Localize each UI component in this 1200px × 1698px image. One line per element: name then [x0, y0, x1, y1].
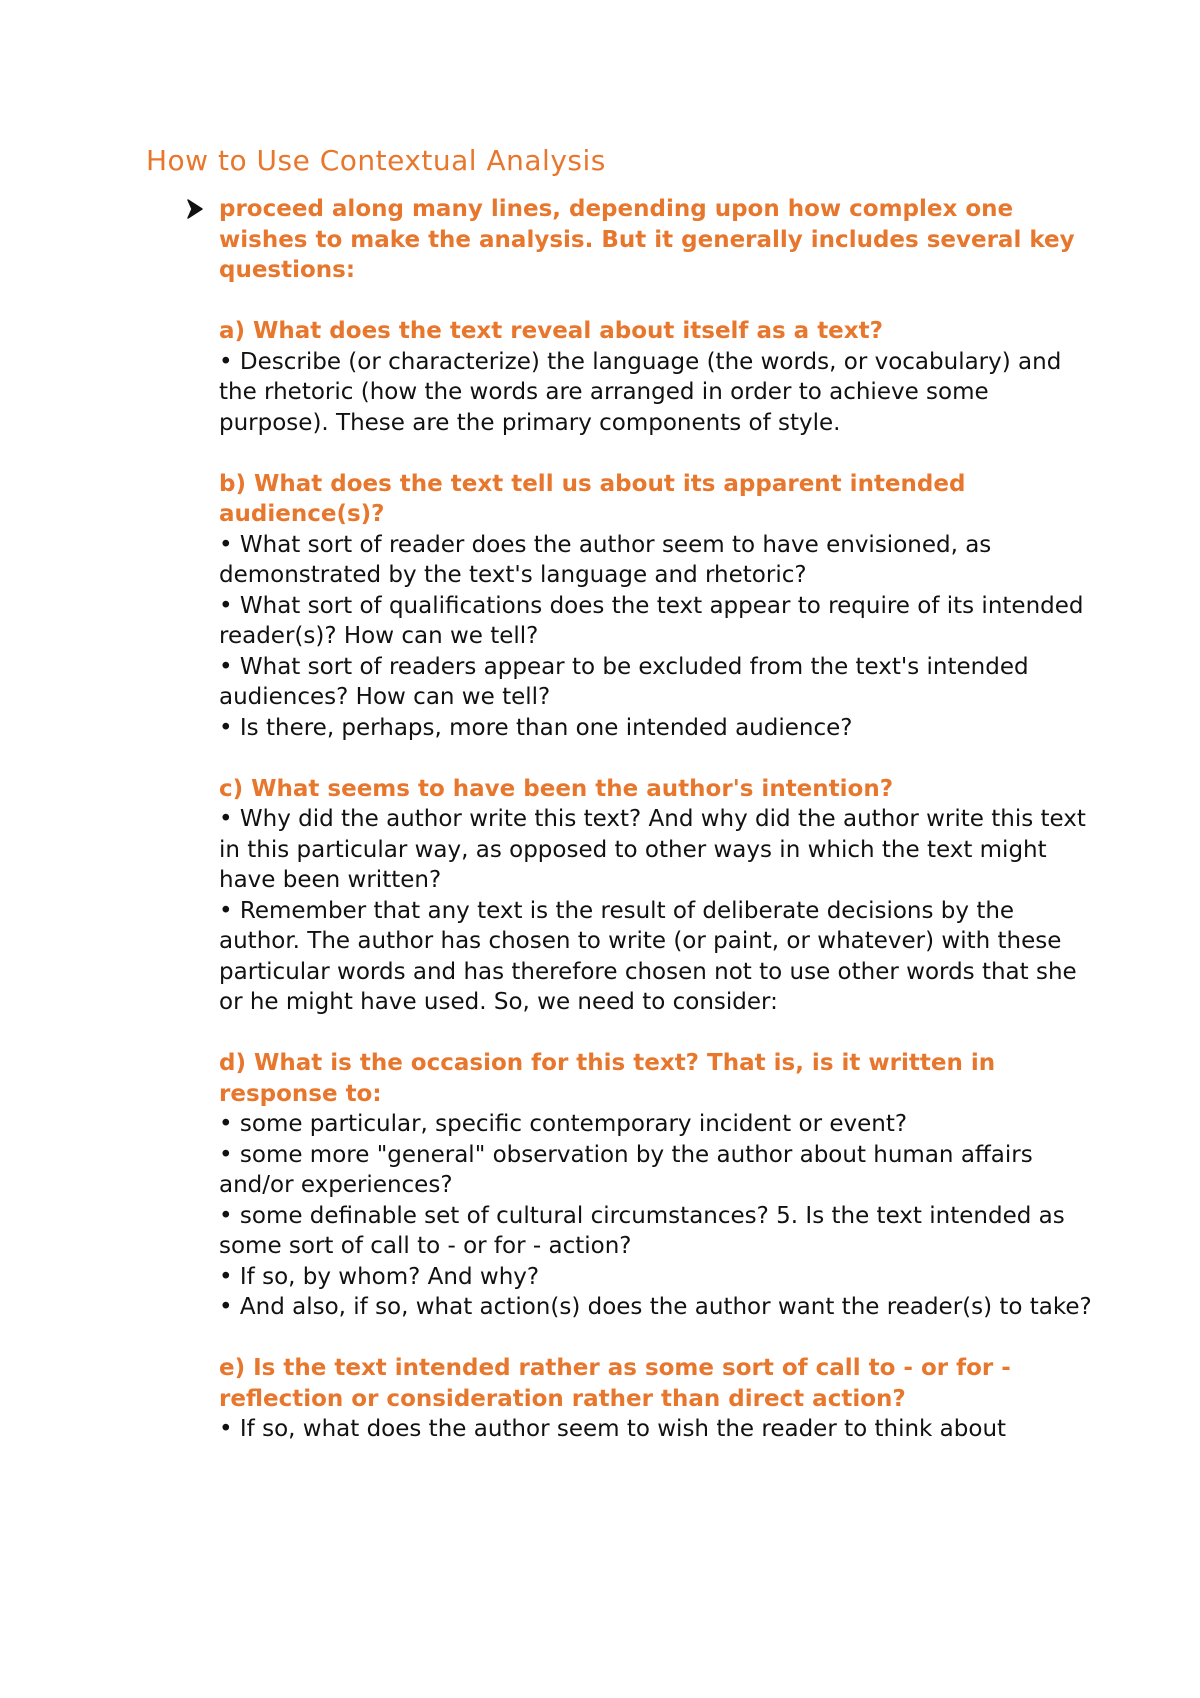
question-section — [219, 1048, 1099, 1323]
list-item-text: What sort of qualifications does the text appear to require of its intended reader(s)? How can we tell? — [219, 592, 1084, 649]
bullet-icon: • — [219, 1202, 233, 1229]
chevron-right-icon — [185, 198, 205, 220]
bullet-icon: • — [219, 806, 233, 832]
list-item — [219, 591, 1099, 652]
section-heading: a) What does the text reveal about itself as a text? — [219, 318, 883, 344]
question-section — [219, 316, 1099, 438]
bullet-list — [219, 804, 1099, 1018]
section-heading: d) What is the occasion for this text? That is, is it written in response to: — [219, 1050, 996, 1107]
bullet-list — [219, 1109, 1099, 1323]
question-section — [219, 469, 1099, 744]
bullet-icon: • — [219, 1263, 233, 1290]
bullet-list — [219, 347, 1099, 439]
intro-text: proceed along many lines, depending upon how complex one wishes to make the analysis. But it generally includes several key questions: — [219, 196, 1075, 283]
list-item — [219, 896, 1099, 1018]
bullet-list — [219, 530, 1099, 744]
question-section — [219, 774, 1099, 1018]
section-heading: e) Is the text intended rather as some sort of call to - or for - reflection or consideration rather than direct action? — [219, 1355, 1011, 1412]
bullet-icon: • — [219, 714, 233, 741]
list-item — [219, 1201, 1099, 1262]
bullet-icon: • — [219, 348, 233, 375]
list-item-text: some more "general" observation by the author about human affairs and/or experiences? — [219, 1141, 1033, 1198]
list-item-text: some particular, specific contemporary incident or event? — [239, 1111, 908, 1137]
list-item — [219, 1109, 1099, 1140]
list-item-text: Describe (or characterize) the language (the words, or vocabulary) and the rhetoric (how the words are arranged in order to achieve some purpose). These are the primary components of style. — [219, 348, 1062, 436]
list-item-text: If so, what does the author seem to wish the reader to think about — [239, 1416, 1007, 1442]
bullet-icon: • — [219, 653, 233, 680]
list-item — [219, 1292, 1099, 1323]
list-item-text: some definable set of cultural circumstances? 5. Is the text intended as some sort of call to - or for - action? — [219, 1202, 1065, 1259]
list-item-text: What sort of reader does the author seem to have envisioned, as demonstrated by the text's language and rhetoric? — [219, 531, 992, 588]
bullet-icon: • — [219, 1111, 233, 1137]
list-item-text: And also, if so, what action(s) does the author want the reader(s) to take? — [239, 1294, 1092, 1320]
list-item — [219, 713, 1099, 744]
list-item — [219, 1140, 1099, 1201]
bullet-icon: • — [219, 1294, 233, 1320]
question-section — [219, 1353, 1099, 1445]
section-heading: b) What does the text tell us about its apparent intended audience(s)? — [219, 470, 966, 527]
document-body — [219, 194, 1099, 1445]
bullet-icon: • — [219, 1141, 233, 1168]
list-item — [219, 804, 1099, 896]
list-item-text: If so, by whom? And why? — [239, 1263, 540, 1290]
section-heading: c) What seems to have been the author's intention? — [219, 775, 894, 802]
bullet-icon: • — [219, 592, 233, 619]
list-item — [219, 347, 1099, 439]
bullet-icon: • — [219, 897, 233, 924]
bullet-icon: • — [219, 531, 233, 558]
list-item-text: Is there, perhaps, more than one intended audience? — [239, 714, 853, 741]
page-title: How to Use Contextual Analysis — [146, 144, 606, 177]
list-item — [219, 652, 1099, 713]
list-item-text: Remember that any text is the result of deliberate decisions by the author. The author has chosen to write (or paint, or whatever) with these particular words and has therefore chosen not to use other words that she or he might have used. So, we need to consider: — [219, 897, 1077, 1015]
list-item — [219, 1262, 1099, 1293]
question-sections — [219, 316, 1099, 1445]
list-item-text: Why did the author write this text? And why did the author write this text in this particular way, as opposed to other ways in which the text might have been written? — [219, 806, 1086, 893]
list-item — [219, 530, 1099, 591]
bullet-list — [219, 1414, 1099, 1445]
list-item — [219, 1414, 1099, 1445]
list-item-text: What sort of readers appear to be excluded from the text's intended audiences? How can we tell? — [219, 653, 1029, 710]
intro-paragraph — [219, 194, 1099, 286]
bullet-icon: • — [219, 1416, 233, 1442]
